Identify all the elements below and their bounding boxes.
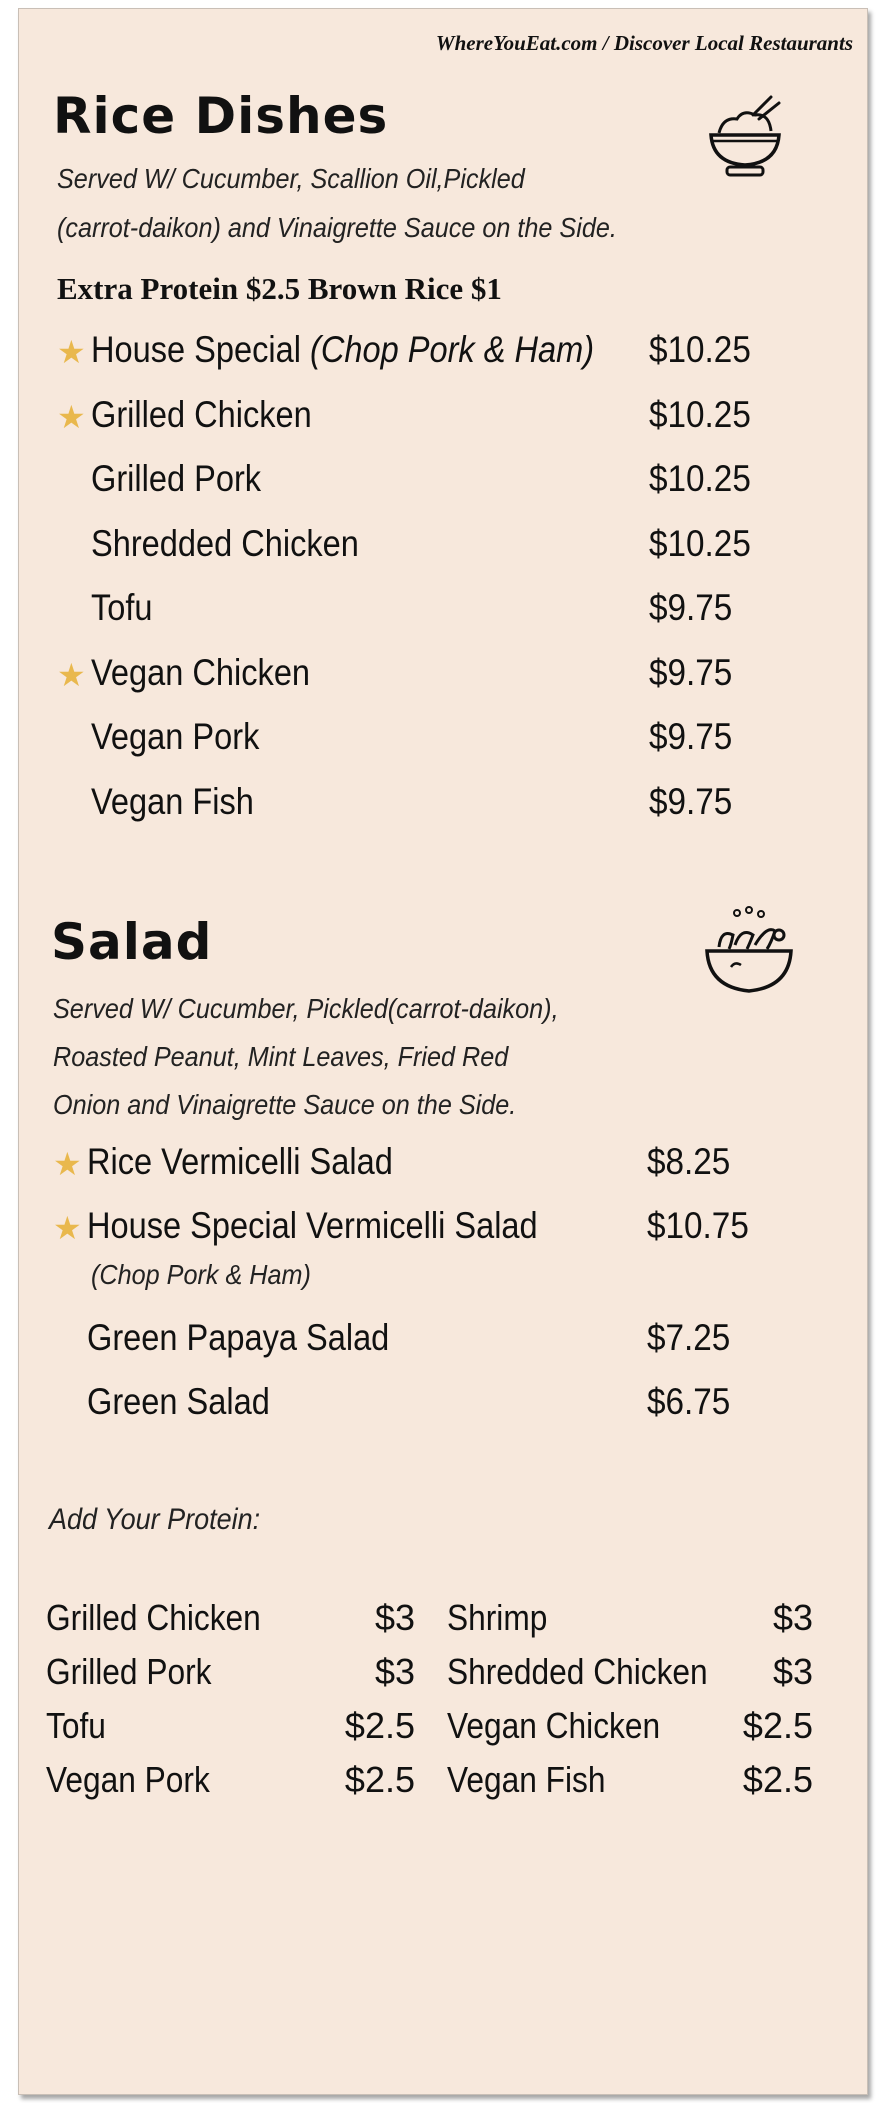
- salad-bowl-icon: [701, 905, 797, 1001]
- rice-item-note: (Chop Pork & Ham): [310, 329, 595, 370]
- salad-item-name: Green Salad: [87, 1381, 270, 1422]
- menu-page: [18, 8, 868, 2095]
- rice-bowl-icon: [705, 93, 785, 183]
- salad-item-price: $10.75: [647, 1205, 749, 1246]
- rice-item-price: $10.25: [649, 329, 751, 370]
- rice-item-name: [91, 394, 312, 436]
- salad-item-price: $7.25: [647, 1317, 731, 1358]
- protein-name: Shredded Chicken: [447, 1651, 708, 1692]
- add-protein-label: Add Your Protein:: [49, 1503, 261, 1536]
- rice-item-label: Tofu: [91, 587, 153, 628]
- salad-item-note: (Chop Pork & Ham): [91, 1259, 311, 1290]
- rice-item-name: [91, 587, 153, 629]
- star-icon: ★: [53, 1146, 82, 1182]
- star-icon: ★: [57, 657, 86, 693]
- rice-item-label: Vegan Chicken: [91, 652, 311, 693]
- rice-item-label: Vegan Pork: [91, 716, 260, 757]
- salad-item-name: Rice Vermicelli Salad: [87, 1141, 393, 1182]
- protein-price: $3: [374, 1597, 415, 1638]
- star-icon: ★: [57, 334, 86, 370]
- star-icon: ★: [57, 399, 86, 435]
- salad-item-name: House Special Vermicelli Salad: [87, 1205, 538, 1246]
- rice-description-line-1: Served W/ Cucumber, Scallion Oil,Pickled: [57, 163, 525, 194]
- protein-name: Shrimp: [447, 1597, 548, 1638]
- protein-price: $2.5: [344, 1759, 415, 1800]
- rice-item-price: $10.25: [649, 458, 751, 499]
- salad-description-line-2: Roasted Peanut, Mint Leaves, Fried Red: [53, 1041, 509, 1072]
- rice-extras: Extra Protein $2.5 Brown Rice $1: [57, 271, 502, 306]
- protein-name: Grilled Chicken: [46, 1597, 261, 1638]
- rice-section-title: Rice Dishes: [53, 87, 389, 145]
- protein-name: Vegan Chicken: [447, 1705, 661, 1746]
- protein-name: Vegan Pork: [46, 1759, 210, 1800]
- protein-price: $3: [772, 1651, 813, 1692]
- rice-item-label: Grilled Chicken: [91, 394, 312, 435]
- watermark: WhereYouEat.com / Discover Local Restaurants: [435, 31, 853, 55]
- protein-price: $3: [772, 1597, 813, 1638]
- rice-item-price: $9.75: [649, 781, 733, 822]
- rice-item-name: [91, 781, 254, 823]
- rice-description-line-2: (carrot-daikon) and Vinaigrette Sauce on the Side.: [57, 212, 617, 243]
- rice-item-price: $10.25: [649, 394, 751, 435]
- protein-price: $2.5: [344, 1705, 415, 1746]
- rice-item-price: $9.75: [649, 587, 733, 628]
- salad-description-line-1: Served W/ Cucumber, Pickled(carrot-daikon),: [53, 993, 559, 1024]
- salad-description-line-3: Onion and Vinaigrette Sauce on the Side.: [53, 1089, 517, 1120]
- protein-name: Vegan Fish: [447, 1759, 606, 1800]
- salad-item-price: $8.25: [647, 1141, 731, 1182]
- protein-price: $2.5: [742, 1705, 813, 1746]
- rice-item-name: [91, 329, 594, 371]
- salad-item-name: Green Papaya Salad: [87, 1317, 390, 1358]
- protein-price: $2.5: [742, 1759, 813, 1800]
- protein-price: $3: [374, 1651, 415, 1692]
- rice-item-label: Grilled Pork: [91, 458, 262, 499]
- rice-item-price: $10.25: [649, 523, 751, 564]
- protein-name: Tofu: [46, 1705, 106, 1746]
- rice-item-price: $9.75: [649, 716, 733, 757]
- star-icon: ★: [53, 1210, 82, 1246]
- salad-item-price: $6.75: [647, 1381, 731, 1422]
- rice-item-name: [91, 523, 359, 565]
- rice-item-label: Shredded Chicken: [91, 523, 359, 564]
- rice-item-name: [91, 652, 310, 694]
- rice-item-price: $9.75: [649, 652, 733, 693]
- rice-item-name: [91, 458, 261, 500]
- rice-item-label: House Special: [91, 329, 311, 370]
- rice-item-label: Vegan Fish: [91, 781, 254, 822]
- rice-item-name: [91, 716, 259, 758]
- protein-name: Grilled Pork: [46, 1651, 212, 1692]
- salad-section-title: Salad: [51, 913, 213, 971]
